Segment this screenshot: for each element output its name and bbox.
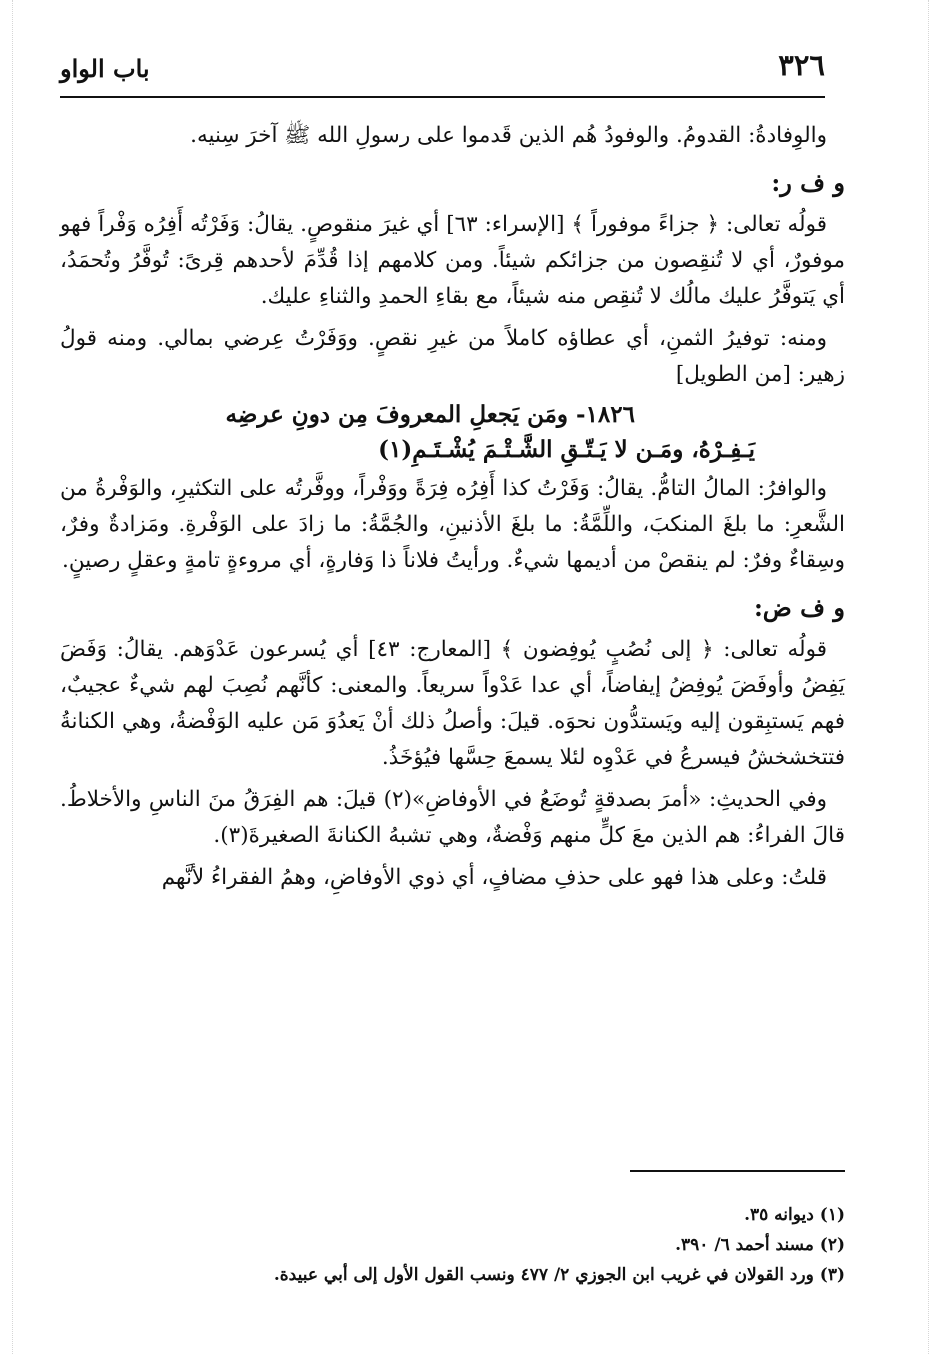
footnote-separator [630, 1170, 845, 1172]
footnote-2: (٢) مسند أحمد ٦/ ٣٩٠. [675, 1235, 845, 1255]
poem-verse-first-hemistich: ١٨٢٦- ومَن يَجعلِ المعروفَ مِن دونِ عرضِه [225, 401, 635, 428]
paragraph-wafir: والوافرُ: المالُ التامُّ. يقالُ: وَفَرْتُ كذا أَفِرُه فِرَةً ووَفْراً، ووفَّرتُه على التكثيرِ، والوَفْرةُ من الشَّعرِ: ما بلغَ المنكبَ، واللِّمَّةُ: ما بلغَ الأذنينِ، والجُمَّةُ: ما زادَ على الوَفْرةِ. ومَزادةٌ وفرٌ، وسِقاءٌ وفرٌ: لم ينقصْ من أديمها شيءٌ. ورأيتُ فلاناً ذا وَفارةٍ، أي مروءةٍ تامةٍ وعقلٍ رصينٍ. [60, 476, 845, 573]
footnote-3: (٣) ورد القولان في غريب ابن الجوزي ٢/ ٤٧٧ ونسب القول الأول إلى أبي عبيدة. [273, 1265, 845, 1285]
paragraph-hadith: وفي الحديثِ: «أمرَ بصدقةٍ تُوضَعُ في الأوفاضِ»(٢) قيلَ: هم الفِرَقُ منَ الناسِ والأخلاطُ. قالَ الفراءُ: هم الذين معَ كلٍّ منهم وَفْضةٌ، وهي تشبهُ الكنانةَ الصغيرةَ(٣). [60, 787, 845, 848]
poem-verse-second-hemistich: يَـفِـرْهُ، ومَـن لا يَـتّـقِ الشَّـتْـمَ يُشْـتَـمِ(١) [378, 436, 755, 463]
page-body [60, 118, 845, 902]
page-header [60, 48, 825, 98]
paragraph-yufidun: قولُه تعالى: ﴿ إلى نُصُبٍ يُوفِضون ﴾ [المعارج: ٤٣] أي يُسرعون عَدْوَهم. يقالُ: وَفَضَ يَفِضُ وأوفَضَ يُوفِضُ إيفاضاً، أي عدا عَدْواً سريعاً. والمعنى: كأنَّهم نُصِبَ لهم شيءٌ عجيبٌ، فهم يَستبِقون إليه ويَستدُّون نحوَه. قيلَ: وأصلُ ذلك أنْ يَعدُوَ مَن عليه الوَفْضةُ، وهي الكنانةُ فتتخشخشُ فيسرعُ في عَدْوِه لئلا يسمعَ حِسَّها فيُؤخَذُ. [60, 637, 845, 770]
entry-heading-wfd: و ف ض: [753, 593, 845, 622]
paragraph-mawfur: قولُه تعالى: ﴿ جزاءً موفوراً ﴾ [الإسراء: ٦٣] أي غيرَ منقوصٍ. يقالُ: وَفَرْتُه أَفِرُه وَفْراً فهو موفورٌ، أي لا تُنقِصون من جزائكم شيئاً. ومن كلامهم إذا قُدِّمَ لأحدهم قِرىً: تُوفَّرُ وتُحمَدُ، أي يَتوفَّرُ عليك مالُك لا تُنقِص منه شيئاً، مع بقاءِ الحمدِ والثناءِ عليك. [60, 212, 845, 309]
scan-guide-left [12, 0, 13, 1354]
paragraph-qultu: قلتُ: وعلى هذا فهو على حذفِ مضافٍ، أي ذوي الأوفاضِ، وهمُ الفقراءُ لأنَّهم [161, 865, 827, 890]
footnote-1: (١) ديوانه ٣٥. [744, 1205, 845, 1225]
scan-guide-right [928, 0, 929, 1354]
footnotes [85, 1200, 845, 1290]
paragraph-tawfir: ومنه: توفيرُ الثمنِ، أي عطاؤه كاملاً من غيرِ نقصٍ. ووَفَرْتُ عِرضي بمالي. ومنه قولُ زهير: [من الطويل] [60, 326, 845, 387]
page-number: ٣٢٦ [778, 48, 825, 82]
entry-heading-wfr: و ف ر: [771, 168, 845, 197]
paragraph-wifada: والوِفادةُ: القدومُ. والوفودُ هُم الذين قَدموا على رسولِ الله ﷺ آخرَ سِنيه. [190, 123, 827, 148]
running-title: باب الواو [60, 54, 150, 83]
